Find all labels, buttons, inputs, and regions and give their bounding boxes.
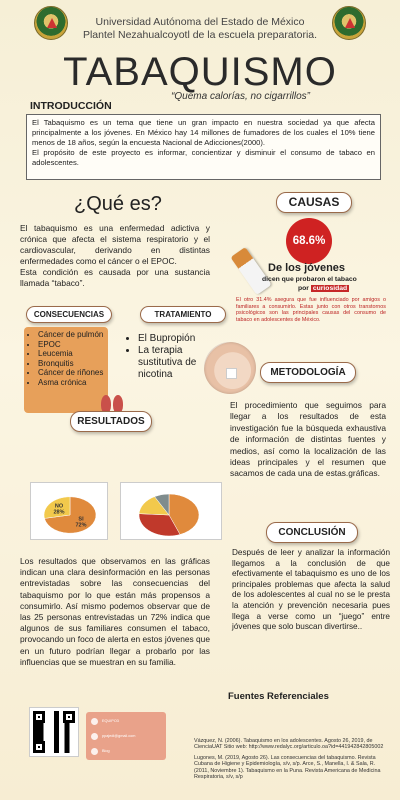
que-es-text — [20, 223, 210, 289]
introduccion-box — [26, 114, 381, 180]
metodologia-text: El procedimiento que seguimos para llegar a los resultados de esta investigación fue la búsqueda exhaustiva de información de distintas fuentes y medios, así como la localización de las ideas principales y el resumen que sacamos de cada una de estas.gráficas. — [230, 400, 386, 479]
resultados-text: Los resultados que observamos en las gráficas indican una clara desinformación en las personas entrevistadas sobre las consecuencias del tabaquismo por lo que están más propensos a consumirlo. Así mismo podemos observar que de las 25 personas entrevistadas un 72% indica que algunos de sus familiares consumen el tabaco, provocando un foco de alerta en estos jóvenes que en un futuro podrían llegar a probarlo por las influencias que se muestran en su familia. — [20, 556, 210, 667]
pie-chart-2 — [121, 483, 223, 541]
fuente-item: Vázquez, N. (2006). Tabaquismo en los adolescentes. Agosto 26, 2019, de CienciaUAT Sitio web: http://www.redalyc.org/articulo.oa?id=441942842805002 — [194, 738, 384, 751]
pie-slice-label: NO — [54, 503, 64, 510]
poster-subtitle: “Quema calorías, no cigarrillos” — [171, 91, 310, 102]
introduccion-paragraph-2: El propósito de este proyecto es informar, concientizar y disminuir el consumo de tabaco en adolescentes. — [32, 148, 375, 167]
causas-note: El otro 31.4% asegura que fue influenciado por amigos o familiares a consumirlo. Estas junto con otros transtornos psicológicos son las principales causas del consumo de tabaco en adolescentes de México. — [236, 297, 386, 323]
qr-finder-marker — [33, 711, 45, 723]
consecuencia-item: • Bronquitis — [38, 359, 104, 369]
causas-heading: CAUSAS — [276, 192, 352, 213]
facebook-icon — [91, 718, 98, 725]
pie-chart-1-card — [30, 482, 108, 540]
fuentes-heading: Fuentes Referenciales — [228, 691, 329, 702]
que-es-paragraph-2: Esta condición es causada por una sustancia llamada “tabaco”. — [20, 267, 210, 288]
blog-icon — [91, 748, 98, 755]
tratamiento-list — [128, 333, 208, 381]
cigarette-icon — [230, 247, 271, 295]
qr-code-icon[interactable] — [30, 708, 78, 756]
causas-line-3-prefix: por — [298, 285, 309, 292]
social-blog-label: Blog — [102, 749, 110, 753]
pie-slice-label: 72% — [75, 522, 87, 529]
que-es-paragraph-1: El tabaquismo es una enfermedad adictiva y crónica que afecta el sistema respiratorio y el cardiovascular, derivando en distintas enfermedades como el cáncer o el EPOC. — [20, 223, 210, 266]
email-icon — [91, 733, 98, 740]
conclusion-heading: CONCLUSIÓN — [266, 522, 358, 543]
causas-line-3 — [298, 285, 349, 292]
pie-chart-2-card — [120, 482, 222, 540]
qr-finder-marker — [33, 741, 45, 753]
causas-percent-circle: 68.6% — [286, 218, 332, 264]
introduccion-heading: INTRODUCCIÓN — [30, 100, 112, 112]
fuente-item: Lugones, M. (2019, Agosto 26). Las consecuencias del tabaquismo. Revista Cubana de Higiene y Epidemiología, s/v, s/p. Arce, S., Manella, I. & Sala, R. (2011, Noviembre 1). Tabaquismo en la Puna. Revista Americana de Medicina Respiratoria, s/v, s/p — [194, 754, 381, 781]
pie-chart-1 — [31, 483, 109, 541]
qr-finder-marker — [63, 711, 75, 723]
social-email-label: ppajedi@gmail.com — [102, 734, 136, 738]
tratamiento-item: • El Bupropión — [138, 333, 208, 345]
causas-line-2: dicen que probaron el tabaco — [262, 276, 357, 283]
poster-title: TABAQUISMO — [63, 50, 337, 94]
causas-line-1: De los jóvenes — [268, 262, 346, 274]
pie-slice-label: 28% — [53, 509, 65, 516]
fuentes-list — [194, 738, 384, 780]
social-row-email[interactable] — [86, 730, 166, 742]
curiosidad-tag: curiosidad — [312, 285, 348, 292]
tratamiento-item: • La terapia sustitutiva de nicotina — [138, 345, 208, 381]
conclusion-text: Después de leer y analizar la información llegamos a la conclusión de que efectivamente el tabaquismo es uno de los principales problemas que afecta la salud de los adolescentes al cual no se le presta la atención y prevención necesaria pues llega a verse como un “juego” entre jóvenes que solo buscan divertirse.. — [232, 548, 390, 632]
consecuencia-item: • Cáncer de pulmón — [38, 330, 104, 340]
consecuencias-box — [24, 327, 108, 413]
campus-name: Plantel Nezahualcoyotl de la escuela preparatoria. — [82, 29, 318, 41]
social-facebook-label: EQUIPO3 — [102, 719, 119, 723]
social-row-blog[interactable] — [86, 745, 166, 757]
consecuencia-item: • EPOC — [38, 340, 104, 350]
consecuencia-item: • Leucemia — [38, 349, 104, 359]
consecuencias-heading: CONSECUENCIAS — [26, 306, 112, 323]
tratamiento-heading: TRATAMIENTO — [140, 306, 226, 323]
introduccion-paragraph-1: El Tabaquismo es un tema que tiene un gran impacto en nuestra sociedad ya que afecta principalmente a los jóvenes. En México hay 14 millones de fumadores de los cuales el 10% tiene menos de 18 años, según la encuesta Nacional de Adicciones(2000). — [32, 118, 375, 147]
metodologia-heading: METODOLOGÍA — [260, 362, 356, 383]
pie-slice-label: SI — [78, 516, 84, 523]
social-row-facebook[interactable] — [86, 715, 166, 727]
social-links-panel — [86, 712, 166, 760]
resultados-heading: RESULTADOS — [70, 411, 152, 432]
nicotine-patch-image — [204, 342, 256, 394]
que-es-heading: ¿Qué es? — [74, 193, 162, 215]
university-name: Universidad Autónoma del Estado de México — [95, 16, 305, 28]
consecuencia-item: • Cáncer de riñones — [38, 368, 104, 378]
consecuencia-item: • Asma crónica — [38, 378, 104, 388]
consecuencias-list — [38, 330, 104, 387]
